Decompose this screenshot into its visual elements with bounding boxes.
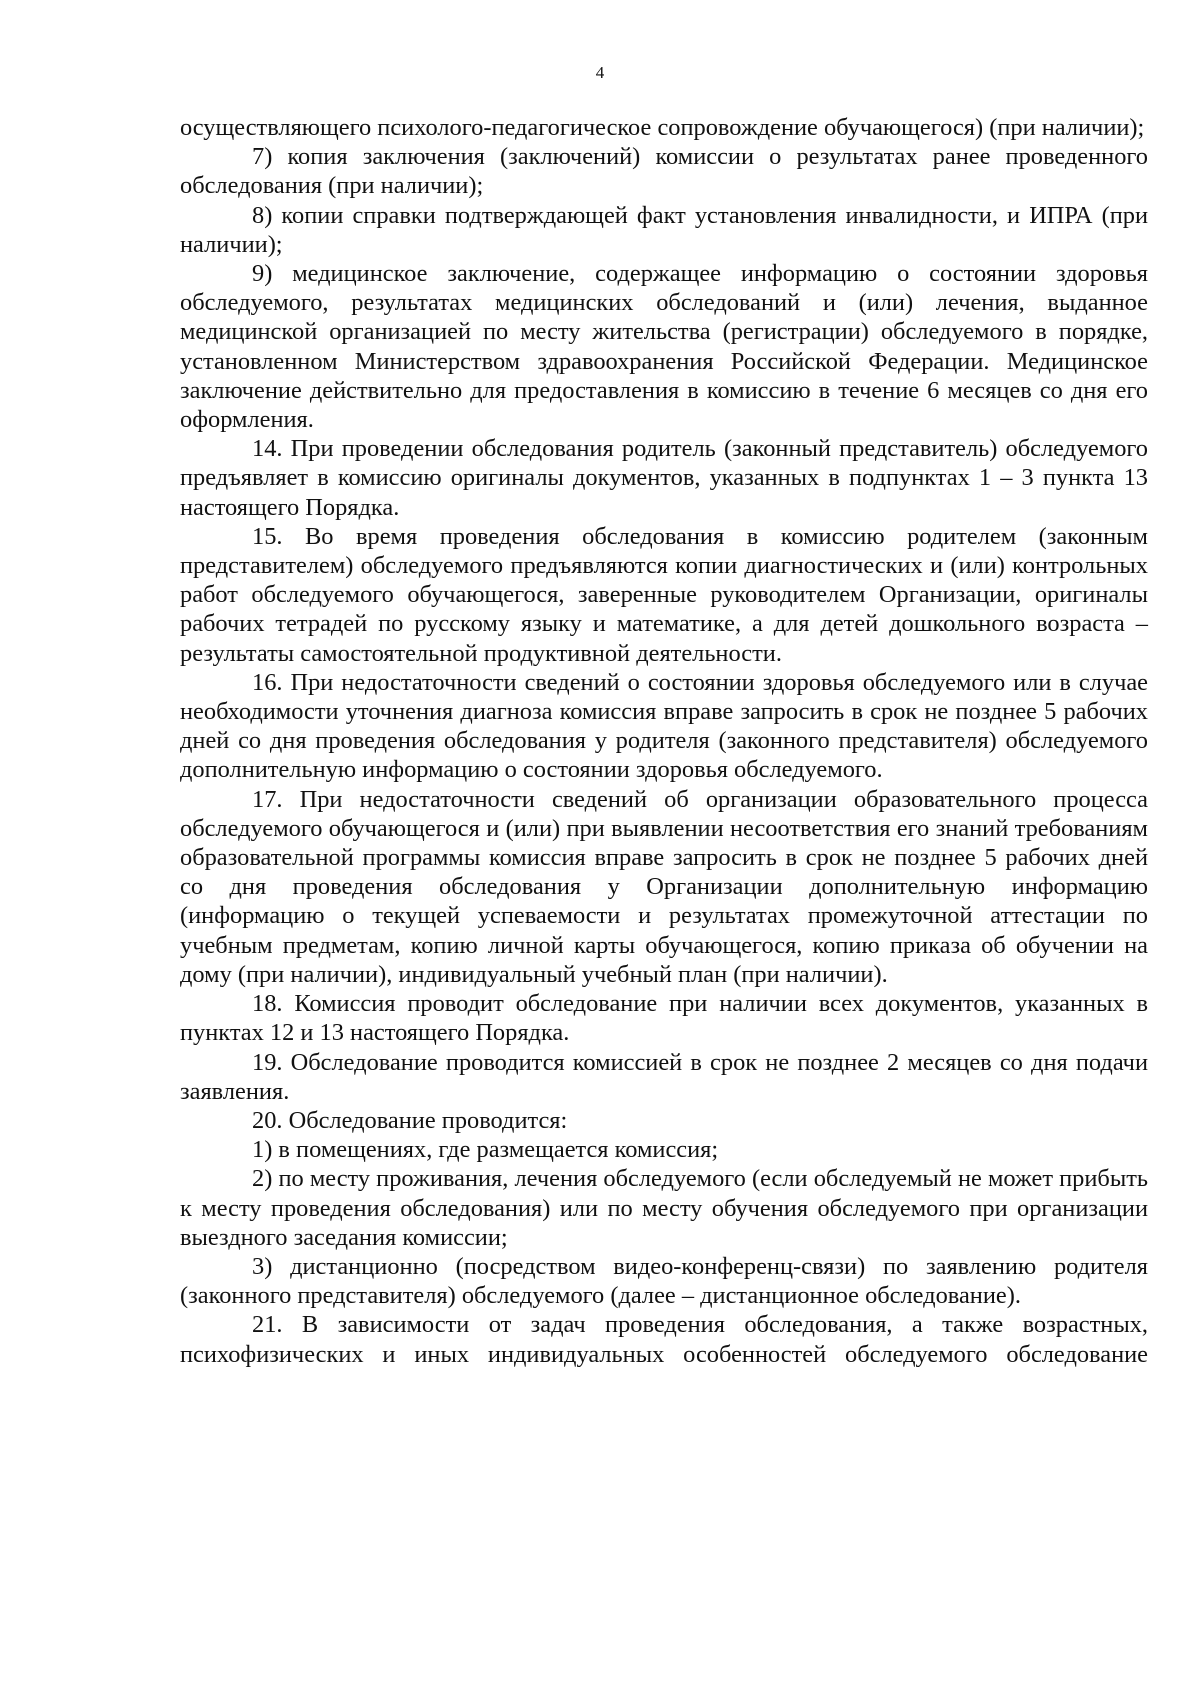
paragraph-clause-20-item-3: 3) дистанционно (посредством видео-конференц-связи) по заявлению родителя (законного представителя) обследуемого (далее – дистанционное обследование). [180,1252,1148,1310]
paragraph-clause-14: 14. При проведении обследования родитель (законный представитель) обследуемого предъявляет в комиссию оригиналы документов, указанных в подпунктах 1 – 3 пункта 13 настоящего Порядка. [180,435,1148,521]
paragraph-clause-15: 15. Во время проведения обследования в комиссию родителем (законным представителем) обследуемого предъявляются копии диагностических и (или) контрольных работ обследуемого обучающегося, заверенные руководителем Организации, оригиналы рабочих тетрадей по русскому языку и математике, а для детей дошкольного возраста – результаты самостоятельной продуктивной деятельности. [180,522,1148,667]
paragraph-item-9: 9) медицинское заключение, содержащее информацию о состоянии здоровья обследуемого, результатах медицинских обследований и (или) лечения, выданное медицинской организацией по месту жительства (регистрации) обследуемого в порядке, установленном Министерством здравоохранения Российской Федерации. Медицинское заключение действительно для предоставления в комиссию в течение 6 месяцев со дня его оформления. [180,260,1148,434]
paragraph-clause-20-item-2: 2) по месту проживания, лечения обследуемого (если обследуемый не может прибыть к месту проведения обследования) или по месту обучения обследуемого при организации выездного заседания комиссии; [180,1165,1148,1251]
paragraph-item-7: 7) копия заключения (заключений) комиссии о результатах ранее проведенного обследования (при наличии); [180,143,1148,200]
paragraph-clause-17: 17. При недостаточности сведений об организации образовательного процесса обследуемого обучающегося и (или) при выявлении несоответствия его знаний требованиям образовательной программы комиссия вправе запросить в срок не позднее 5 рабочих дней со дня проведения обследования у Организации дополнительную информацию (информацию о текущей успеваемости и результатах промежуточной аттестации по учебным предметам, копию личной карты обучающегося, копию приказа об обучении на дому (при наличии), индивидуальный учебный план (при наличии). [180,785,1148,988]
paragraph-clause-16: 16. При недостаточности сведений о состоянии здоровья обследуемого или в случае необходимости уточнения диагноза комиссия вправе запросить в срок не позднее 5 рабочих дней со дня проведения обследования у родителя (законного представителя) обследуемого дополнительную информацию о состоянии здоровья обследуемого. [180,668,1148,784]
paragraph-clause-18: 18. Комиссия проводит обследование при наличии всех документов, указанных в пунктах 12 и 13 настоящего Порядка. [180,990,1148,1047]
paragraph-clause-21: 21. В зависимости от задач проведения обследования, а также возрастных, психофизических и иных индивидуальных особенностей обследуемого обследование [180,1311,1148,1368]
paragraph-item-8: 8) копии справки подтверждающей факт установления инвалидности, и ИПРА (при наличии); [180,201,1148,258]
paragraph-clause-20-item-1: 1) в помещениях, где размещается комиссия; [252,1136,719,1164]
paragraph-continuation: осуществляющего психолого-педагогическое сопровождение обучающегося) (при наличии); [180,114,1145,141]
page-number: 4 [595,63,605,82]
document-body [180,113,1148,1369]
paragraph-clause-19: 19. Обследование проводится комиссией в срок не позднее 2 месяцев со дня подачи заявления. [180,1048,1148,1105]
paragraph-clause-20: 20. Обследование проводится: [252,1106,568,1134]
